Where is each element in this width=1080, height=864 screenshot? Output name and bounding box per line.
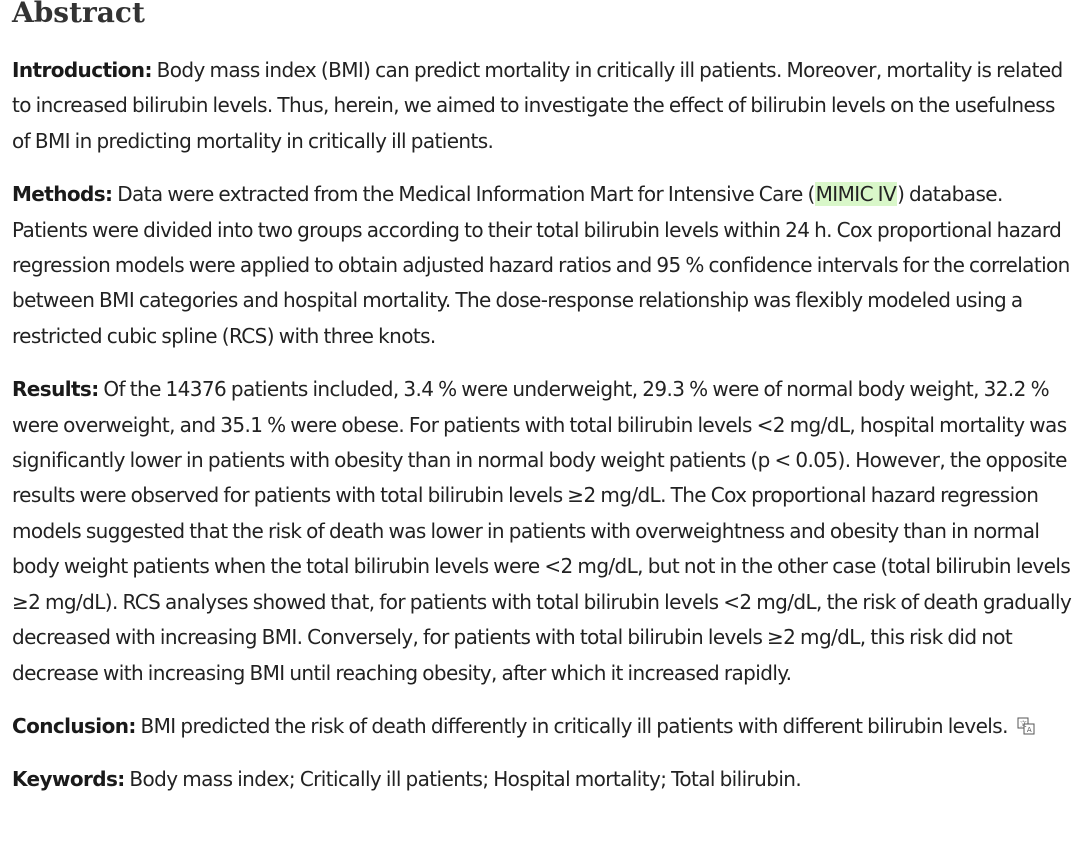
conclusion-paragraph bbox=[12, 709, 1072, 744]
introduction-paragraph bbox=[12, 53, 1072, 159]
svg-text:文: 文 bbox=[1019, 719, 1026, 728]
introduction-label: Introduction: bbox=[12, 58, 152, 82]
conclusion-text: BMI predicted the risk of death differently in critically ill patients with different bilirubin levels. bbox=[140, 713, 1008, 738]
methods-text-after: ) database. Patients were divided into two groups according to their total bilirubin levels within 24 h. Cox proportional hazard regression models were applied to obtain adjusted hazard ratios and 95 % confidence intervals for the correlation between BMI categories and hospital mortality. The dose-response relationship was flexibly modeled using a restricted cubic spline (RCS) with three knots. bbox=[12, 182, 1070, 348]
conclusion-label: Conclusion: bbox=[12, 713, 136, 738]
methods-label: Methods: bbox=[12, 182, 113, 207]
abstract-sections bbox=[12, 53, 1072, 816]
methods-paragraph bbox=[12, 177, 1072, 354]
results-text: Of the 14376 patients included, 3.4 % were underweight, 29.3 % were of normal body weight, 32.2 % were overweight, and 35.1 % were obese. For patients with total bilirubin levels <2 mg/dL, hospital mortality was significantly lower in patients with obesity than in normal body weight patients (p < 0.05). However, the opposite results were observed for patients with total bilirubin levels ≥2 mg/dL. The Cox proportional hazard regression models suggested that the risk of death was lower in patients with overweightness and obesity than in normal body weight patients when the total bilirubin levels were <2 mg/dL, but not in the other case (total bilirubin levels ≥2 mg/dL). RCS analyses showed that, for patients with total bilirubin levels <2 mg/dL, the risk of death gradually decreased with increasing BMI. Conversely, for patients with total bilirubin levels ≥2 mg/dL, this risk did not decrease with increasing BMI until reaching obesity, after which it increased rapidly. bbox=[12, 377, 1072, 685]
keywords-paragraph bbox=[12, 762, 1072, 797]
abstract-heading: Abstract bbox=[12, 0, 145, 29]
introduction-text: Body mass index (BMI) can predict mortality in critically ill patients. Moreover, mortality is related to increased bilirubin levels. Thus, herein, we aimed to investigate the effect of bilirubin levels on the usefulness of BMI in predicting mortality in critically ill patients. bbox=[12, 58, 1063, 153]
keywords-text: Body mass index; Critically ill patients; Hospital mortality; Total bilirubin. bbox=[129, 767, 802, 792]
keywords-label: Keywords: bbox=[12, 767, 125, 792]
results-paragraph bbox=[12, 372, 1072, 691]
translate-icon-svg bbox=[1017, 717, 1035, 735]
translate-icon[interactable] bbox=[1017, 711, 1035, 734]
results-label: Results: bbox=[12, 377, 99, 402]
mimic-iv-highlight[interactable]: MIMIC IV bbox=[815, 182, 897, 207]
svg-text:A: A bbox=[1026, 725, 1031, 734]
methods-text-before: Data were extracted from the Medical Information Mart for Intensive Care ( bbox=[117, 182, 815, 207]
